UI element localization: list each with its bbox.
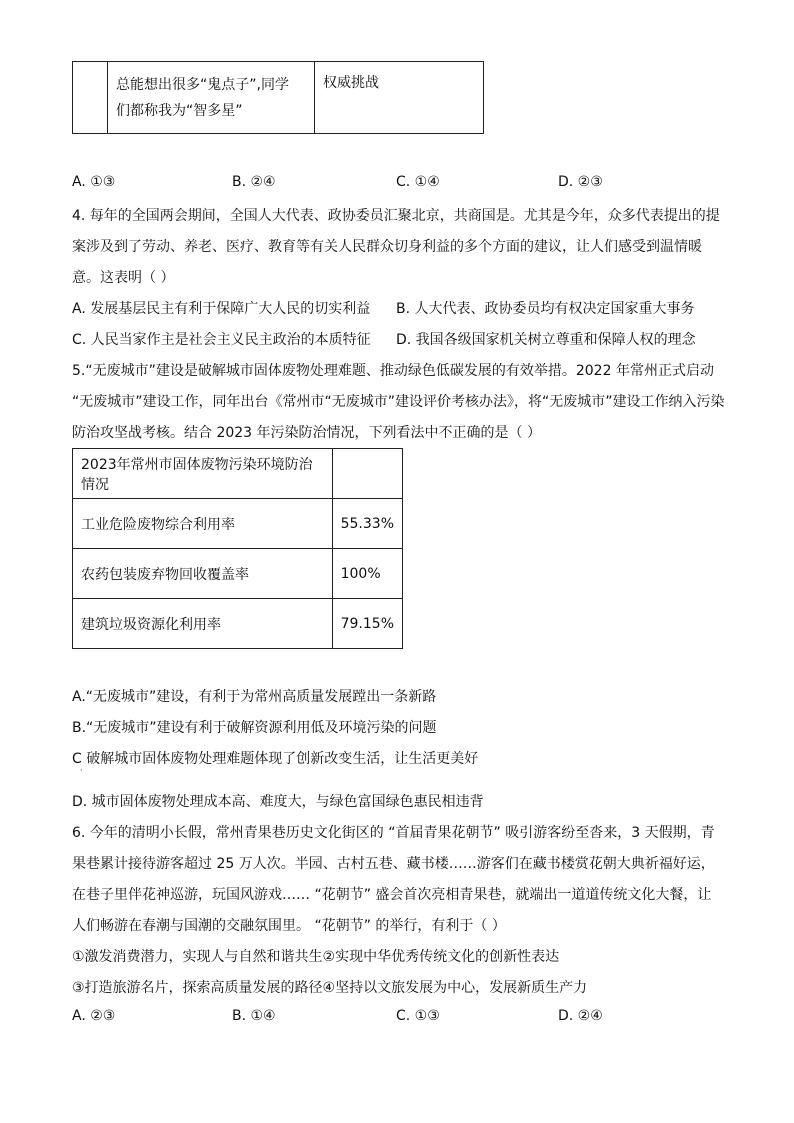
q4-stem-line3: 意。这表明（ ） [72,270,175,286]
q4-option-b: B. 人大代表、政协委员均有权决定国家重大事务 [396,301,695,317]
q4-option-d: D. 我国各级国家机关树立尊重和保障人权的理念 [396,332,696,348]
q3-option-a: A. ①③ [72,174,116,190]
top-table-description-line2: 们都称我为“智多星” [116,102,243,119]
q6-option-d: D. ②④ [558,1008,603,1024]
q5-option-a: A.“无废城市”建设，有利于为常州高质量发展蹚出一条新路 [72,689,437,705]
q5-stem-line2: “无废城市”建设工作，同年出台《常州市“无废城市”建设评价考核办法》，将“无废城市”建设工作纳入污染 [72,394,725,410]
q6-stem-line3: 在巷子里伴花神巡游，玩国风游戏…… “花朝节” 盛会首次亮相青果巷，就端出一道道传统文化大餐，让 [72,887,712,903]
pollution-table-header: 2023年常州市固体废物污染环境防治情况 [73,449,333,499]
q6-stem-line1: 6. 今年的清明小长假，常州青果巷历史文化街区的 “首届青果花朝节” 吸引游客纷至沓来，3 天假期，青 [72,825,715,841]
table-row [73,599,403,649]
q6-items-1-2: ①激发消费潜力，实现人与自然和谐共生②实现中华优秀传统文化的创新性表达 [72,949,560,965]
pollution-table [72,448,403,649]
q4-option-c: C. 人民当家作主是社会主义民主政治的本质特征 [72,332,371,348]
table-row-label: 建筑垃圾资源化利用率 [73,599,333,649]
top-table-description-line1: 总能想出很多“鬼点子”,同学 [116,76,289,93]
table-row [73,499,403,549]
q3-option-b: B. ②④ [232,174,276,190]
q6-items-3-4: ③打造旅游名片，探索高质量发展的路径④坚持以文旅发展为中心，发展新质生产力 [72,980,588,996]
table-row-label: 工业危险废物综合利用率 [73,499,333,549]
q6-stem-line4: 人们畅游在春潮与国潮的交融氛围里。 “花朝节” 的举行，有利于（ ） [72,918,506,934]
table-row-label: 农药包装废弃物回收覆盖率 [73,549,333,599]
q4-stem-line2: 案涉及到了劳动、养老、医疗、教育等有关人民群众切身利益的多个方面的建议，让人们感受到温情暖 [72,239,702,255]
q6-option-c: C. ①③ [396,1008,440,1024]
top-table-empty-cell [73,62,108,134]
q5-option-b: B.“无废城市”建设有利于破解资源利用低及环境污染的问题 [72,720,437,736]
q3-option-c: C. ①④ [396,174,440,190]
q3-option-d: D. ②③ [558,174,603,190]
top-table [72,61,484,134]
pollution-table-header-empty [332,449,402,499]
q5-stem-line1: 5.“无废城市”建设是破解城市固体废物处理难题、推动绿色低碳发展的有效举措。2022 年常州正式启动 [72,363,714,379]
table-row-value: 79.15% [332,599,402,649]
q6-option-a: A. ②③ [72,1008,116,1024]
top-table-description-cell [108,62,315,134]
q5-option-d: D. 城市固体废物处理成本高、难度大，与绿色富国绿色惠民相违背 [72,794,484,810]
q4-option-a: A. 发展基层民主有利于保障广大人民的切实利益 [72,301,371,317]
table-row-value: 100% [332,549,402,599]
q5-option-c: C 破解城市固体废物处理难题体现了创新改变生活，让生活更美好 [72,751,479,767]
table-row-value: 55.33% [332,499,402,549]
q6-stem-line2: 果巷累计接待游客超过 25 万人次。半园、古村五巷、藏书楼……游客们在藏书楼赏花朝大典祈福好运， [72,856,715,872]
table-row [73,549,403,599]
q5-stem-line3: 防治攻坚战考核。结合 2023 年污染防治情况，下列看法中不正确的是（ ） [72,425,541,441]
q4-stem-line1: 4. 每年的全国两会期间，全国人大代表、政协委员汇聚北京，共商国是。尤其是今年，众多代表提出的提 [72,208,720,224]
top-table-label-cell [315,62,484,134]
stray-dot-mark: · [80,766,83,775]
q6-option-b: B. ①④ [232,1008,276,1024]
top-table-label: 权威挑战 [323,75,379,91]
